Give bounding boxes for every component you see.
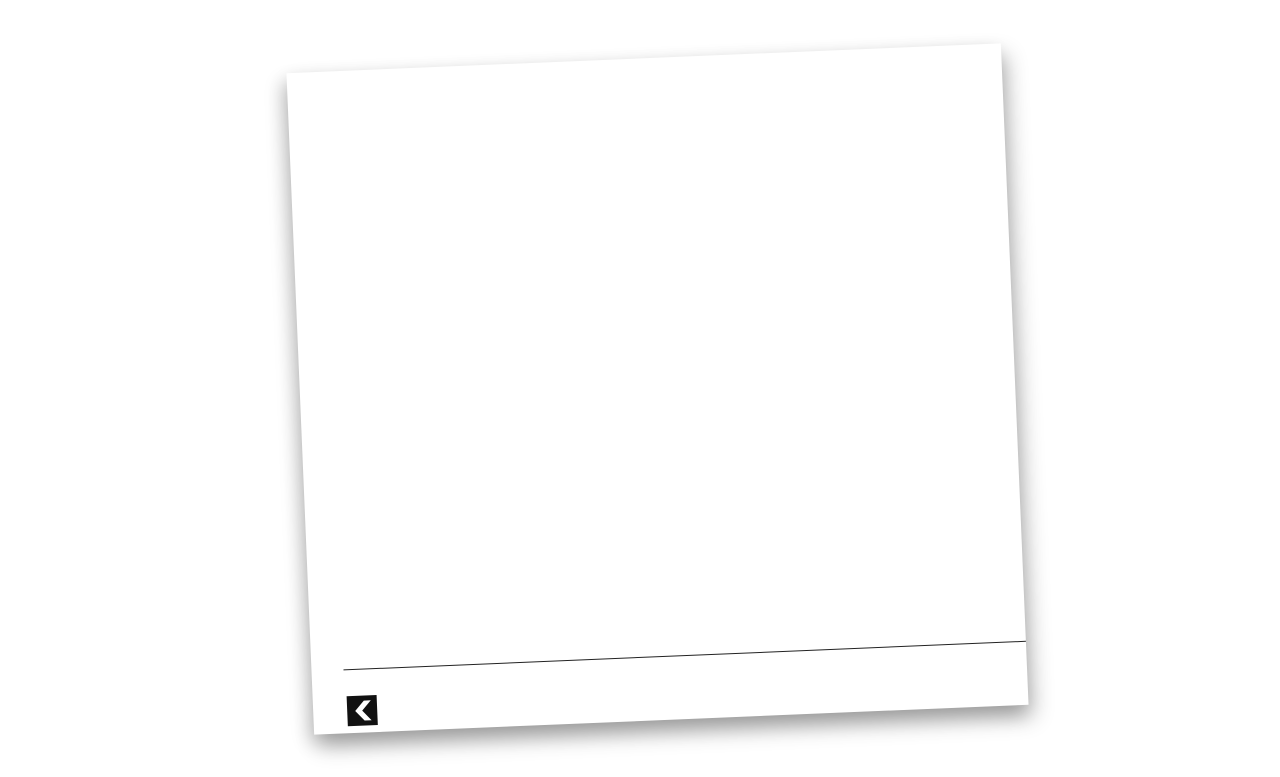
donut-chart — [388, 105, 544, 261]
brand-logo — [347, 695, 386, 727]
donut-fossil-reserves — [388, 105, 544, 261]
footer-divider — [343, 641, 1025, 671]
bkb-logo-icon — [347, 695, 378, 726]
bar-chart — [337, 305, 965, 536]
report-page — [286, 43, 1028, 734]
donut-low-carbon-reduction — [621, 95, 777, 251]
donut-chart — [621, 95, 777, 251]
